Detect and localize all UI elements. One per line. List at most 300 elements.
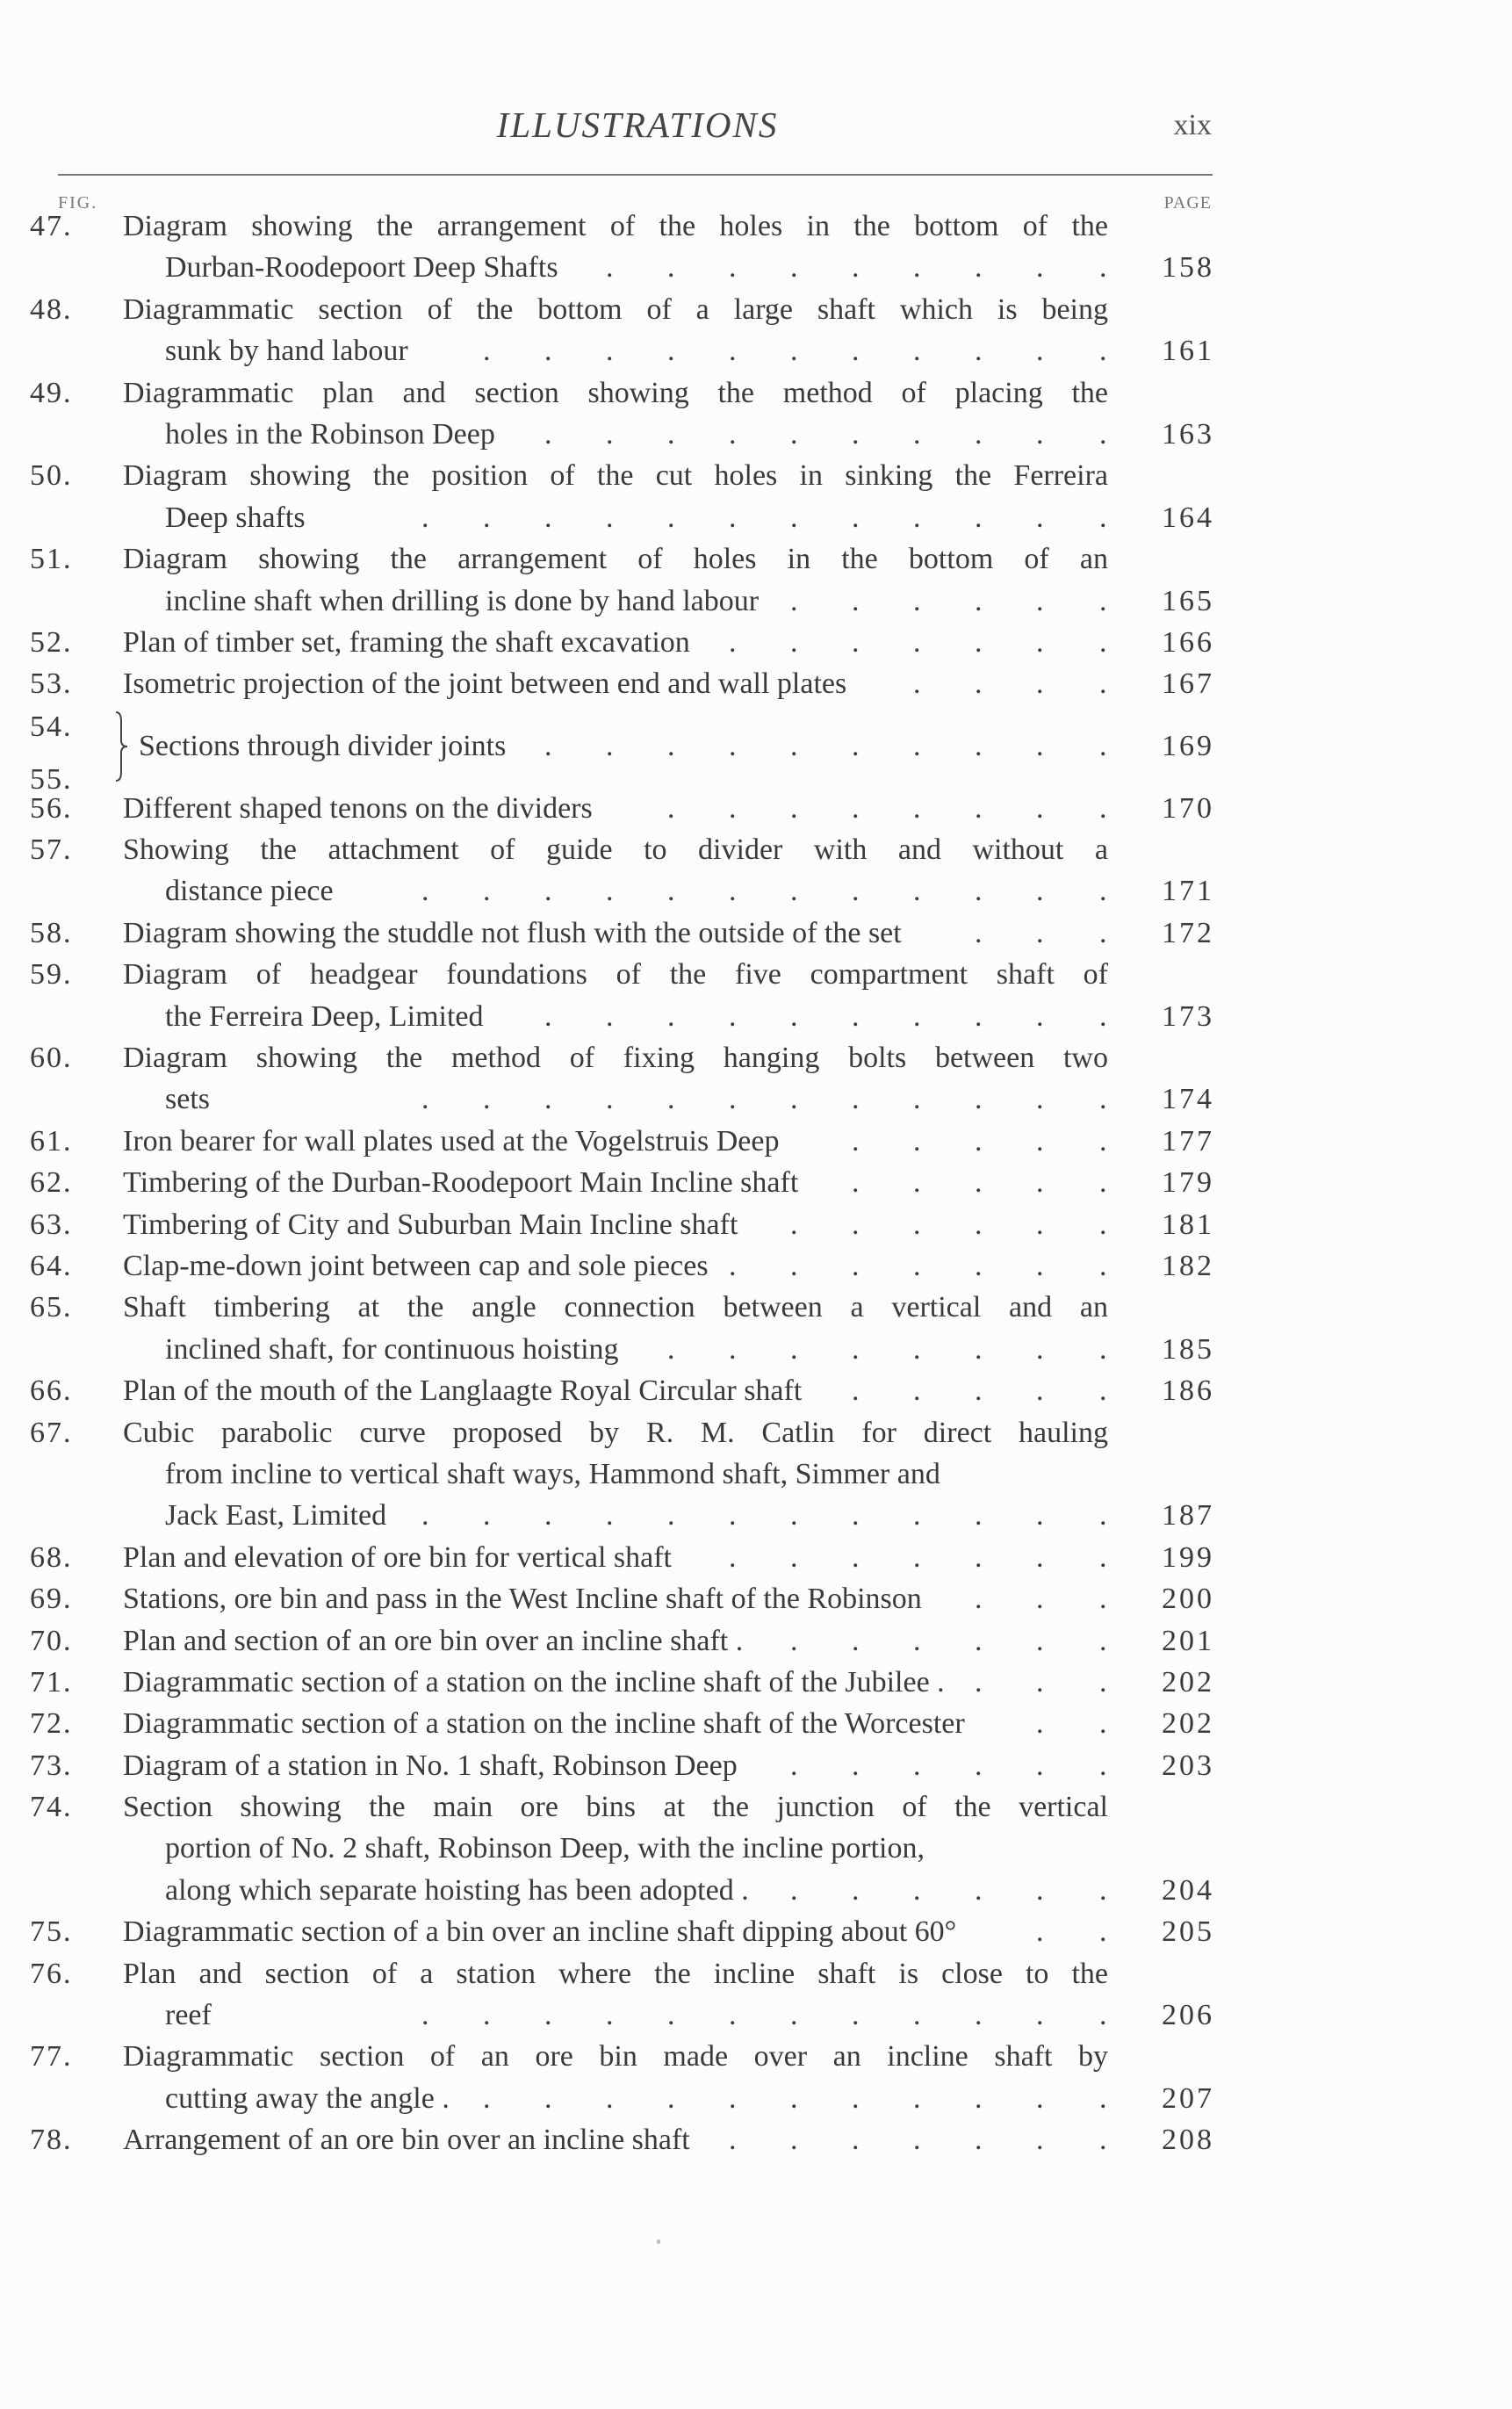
page-number: 200	[1162, 1583, 1214, 1616]
leader-dot: .	[852, 1208, 860, 1241]
figure-number: 51.	[30, 543, 73, 576]
figure-caption: Arrangement of an ore bin over an incline shaft	[123, 2124, 690, 2157]
dot-leader	[0, 996, 1512, 1037]
leader-dot: .	[729, 791, 737, 825]
figure-number-group	[30, 712, 111, 795]
leader-dot: .	[1099, 1873, 1107, 1907]
list-item	[0, 538, 1512, 622]
figure-caption: Plan of timber set, framing the shaft excavation	[123, 625, 690, 659]
figure-caption: Different shaped tenons on the dividers	[123, 791, 593, 825]
figure-number: 70.	[30, 1624, 73, 1657]
dot-leader	[0, 1745, 1512, 1786]
leader-dot: .	[852, 584, 860, 617]
leader-dot: .	[852, 335, 860, 368]
list-item	[0, 1037, 1512, 1121]
figure-number: 47.	[30, 210, 73, 242]
figure-number: 78.	[30, 2124, 73, 2157]
list-item	[0, 705, 1512, 796]
figure-caption: Iron bearer for wall plates used at the Vogelstruis Deep	[123, 1124, 780, 1158]
dot-leader	[0, 1870, 1512, 1911]
list-item	[0, 788, 1512, 829]
leader-dot: .	[852, 501, 860, 534]
leader-dot: .	[975, 1749, 983, 1782]
leader-dot: .	[1099, 1624, 1107, 1657]
leader-dot: .	[975, 999, 983, 1033]
leader-dot: .	[790, 1332, 798, 1366]
leader-dot: .	[1036, 667, 1044, 701]
leader-dot: .	[1036, 791, 1044, 825]
leader-dot: .	[1099, 1540, 1107, 1574]
running-head-title: ILLUSTRATIONS	[496, 105, 779, 145]
dot-leader	[0, 663, 1512, 704]
dot-leader	[0, 1495, 1512, 1536]
figure-caption: Shaft timbering at the angle connection between a vertical and an	[123, 1291, 1108, 1324]
dot-leader	[0, 912, 1512, 954]
leader-dot: .	[913, 729, 921, 762]
list-item	[0, 1204, 1512, 1245]
leader-dot: .	[1099, 1208, 1107, 1241]
dot-leader	[0, 414, 1512, 455]
leader-dot: .	[913, 791, 921, 825]
page-number: 179	[1162, 1166, 1214, 1200]
leader-dot: .	[1099, 729, 1107, 762]
leader-dot: .	[1036, 2081, 1044, 2115]
dot-leader	[0, 497, 1512, 538]
leader-dot: .	[729, 1332, 737, 1366]
leader-dot: .	[1036, 1999, 1044, 2032]
figure-number: 50.	[30, 459, 73, 493]
dot-leader	[0, 870, 1512, 912]
leader-dot: .	[1099, 1999, 1107, 2032]
leader-dot: .	[1099, 1499, 1107, 1533]
leader-dot: .	[729, 999, 737, 1033]
page-number: 173	[1162, 999, 1214, 1033]
leader-dot: .	[852, 1873, 860, 1907]
leader-dot: .	[606, 875, 614, 908]
leader-dot: .	[1099, 1332, 1107, 1366]
leader-dot: .	[913, 1999, 921, 2032]
dot-leader	[0, 2119, 1512, 2160]
leader-dot: .	[483, 501, 491, 534]
leader-dot: .	[1099, 1749, 1107, 1782]
figure-caption: Diagrammatic section of an ore bin made over an incline shaft by	[123, 2040, 1108, 2074]
leader-dot: .	[1036, 1583, 1044, 1616]
leader-dot: .	[1036, 417, 1044, 451]
leader-dot: .	[913, 1873, 921, 1907]
leader-dot: .	[667, 501, 675, 534]
leader-dot: .	[606, 501, 614, 534]
leader-dot: .	[975, 1124, 983, 1158]
leader-dot: .	[790, 1208, 798, 1241]
leader-dot: .	[790, 999, 798, 1033]
leader-dot: .	[913, 1374, 921, 1408]
leader-dot: .	[1036, 1707, 1044, 1741]
dot-leader	[0, 2078, 1512, 2119]
leader-dot: .	[852, 2124, 860, 2157]
figure-caption: Diagram of headgear foundations of the five compartment shaft of	[123, 958, 1108, 992]
leader-dot: .	[913, 251, 921, 285]
leader-dot: .	[544, 729, 552, 762]
figure-caption: along which separate hoisting has been adopted .	[165, 1873, 749, 1907]
figure-caption: inclined shaft, for continuous hoisting	[165, 1332, 619, 1366]
figure-number: 54.	[30, 710, 73, 743]
leader-dot: .	[790, 251, 798, 285]
leader-dot: .	[975, 1332, 983, 1366]
leader-dot: .	[729, 1999, 737, 2032]
list-item	[0, 1370, 1512, 1411]
leader-dot: .	[1099, 916, 1107, 949]
leader-dot: .	[975, 1999, 983, 2032]
leader-dot: .	[729, 335, 737, 368]
leader-dot: .	[1036, 1208, 1044, 1241]
leader-dot: .	[913, 625, 921, 659]
leader-dot: .	[729, 2081, 737, 2115]
figure-caption: sunk by hand labour	[165, 335, 408, 368]
leader-dot: .	[852, 1540, 860, 1574]
figure-number: 65.	[30, 1291, 73, 1324]
leader-dot: .	[667, 2081, 675, 2115]
leader-dot: .	[1099, 2124, 1107, 2157]
leader-dot: .	[606, 1083, 614, 1116]
figure-number: 62.	[30, 1166, 73, 1200]
figure-caption: Diagrammatic section of a station on the incline shaft of the Jubilee .	[123, 1665, 945, 1699]
leader-dot: .	[975, 1624, 983, 1657]
leader-dot: .	[790, 417, 798, 451]
list-item	[0, 1911, 1512, 1952]
dot-leader	[0, 1662, 1512, 1703]
leader-dot: .	[729, 1540, 737, 1574]
page-number: 185	[1162, 1332, 1214, 1366]
figure-caption: Stations, ore bin and pass in the West Incline shaft of the Robinson	[123, 1583, 922, 1616]
leader-dot: .	[544, 501, 552, 534]
leader-dot: .	[1036, 999, 1044, 1033]
leader-dot: .	[852, 1166, 860, 1200]
dot-leader	[0, 705, 1512, 788]
leader-dot: .	[483, 875, 491, 908]
page-number: 206	[1162, 1999, 1214, 2032]
leader-dot: .	[1099, 501, 1107, 534]
leader-dot: .	[790, 729, 798, 762]
list-item	[0, 954, 1512, 1037]
leader-dot: .	[729, 875, 737, 908]
page-number: 161	[1162, 335, 1214, 368]
leader-dot: .	[790, 1624, 798, 1657]
list-item	[0, 1412, 1512, 1537]
figure-caption: Plan and elevation of ore bin for vertical shaft	[123, 1540, 672, 1574]
page-number: 186	[1162, 1374, 1214, 1408]
leader-dot: .	[852, 1624, 860, 1657]
paper-speck	[657, 2240, 660, 2244]
leader-dot: .	[852, 625, 860, 659]
leader-dot: .	[913, 875, 921, 908]
leader-dot: .	[421, 1083, 429, 1116]
page-number: 164	[1162, 501, 1214, 534]
leader-dot: .	[606, 2081, 614, 2115]
leader-dot: .	[1099, 251, 1107, 285]
page-number: 165	[1162, 584, 1214, 617]
leader-dot: .	[544, 999, 552, 1033]
leader-dot: .	[975, 1166, 983, 1200]
leader-dot: .	[483, 1999, 491, 2032]
leader-dot: .	[975, 335, 983, 368]
leader-dot: .	[1099, 1915, 1107, 1949]
leader-dot: .	[852, 1124, 860, 1158]
leader-dot: .	[667, 335, 675, 368]
leader-dot: .	[667, 1499, 675, 1533]
figure-caption: Showing the attachment of guide to divider with and without a	[123, 833, 1108, 867]
leader-dot: .	[1036, 1624, 1044, 1657]
leader-dot: .	[1099, 1707, 1107, 1741]
figure-caption: sets	[165, 1083, 210, 1116]
leader-dot: .	[729, 417, 737, 451]
leader-dot: .	[975, 729, 983, 762]
leader-dot: .	[1036, 251, 1044, 285]
leader-dot: .	[1036, 2124, 1044, 2157]
figure-number: 68.	[30, 1540, 73, 1574]
leader-dot: .	[606, 335, 614, 368]
list-item	[0, 1162, 1512, 1203]
dot-leader	[0, 1703, 1512, 1744]
leader-dot: .	[1099, 999, 1107, 1033]
list-item	[0, 622, 1512, 663]
page-number: 166	[1162, 625, 1214, 659]
figure-number: 72.	[30, 1707, 73, 1741]
figure-caption: the Ferreira Deep, Limited	[165, 999, 484, 1033]
leader-dot: .	[421, 1499, 429, 1533]
page-number: 169	[1162, 729, 1214, 762]
leader-dot: .	[606, 417, 614, 451]
dot-leader	[0, 1370, 1512, 1411]
figure-number: 48.	[30, 292, 73, 326]
list-item	[0, 1245, 1512, 1287]
figure-caption: Timbering of the Durban-Roodepoort Main Incline shaft	[123, 1166, 799, 1200]
figure-number: 61.	[30, 1124, 73, 1158]
figure-caption: Deep shafts	[165, 501, 306, 534]
page-number: 203	[1162, 1749, 1214, 1782]
leader-dot: .	[1099, 335, 1107, 368]
figure-caption: Clap-me-down joint between cap and sole pieces	[123, 1249, 709, 1282]
leader-dot: .	[975, 916, 983, 949]
list-item	[0, 1287, 1512, 1370]
leader-dot: .	[975, 1249, 983, 1282]
leader-dot: .	[544, 335, 552, 368]
list-item	[0, 2036, 1512, 2119]
list-item	[0, 1953, 1512, 2037]
figure-caption: holes in the Robinson Deep	[165, 417, 495, 451]
leader-dot: .	[790, 1540, 798, 1574]
page-number: 167	[1162, 667, 1214, 701]
leader-dot: .	[852, 1083, 860, 1116]
column-header-page: PAGE	[1163, 193, 1212, 213]
figure-caption: Diagrammatic section of the bottom of a large shaft which is being	[123, 292, 1108, 326]
leader-dot: .	[729, 2124, 737, 2157]
leader-dot: .	[606, 1999, 614, 2032]
leader-dot: .	[667, 791, 675, 825]
leader-dot: .	[1036, 1499, 1044, 1533]
leader-dot: .	[729, 1499, 737, 1533]
leader-dot: .	[1036, 1915, 1044, 1949]
leader-dot: .	[1036, 1665, 1044, 1699]
page-number: 174	[1162, 1083, 1214, 1116]
figure-caption: Diagrammatic section of a bin over an incline shaft dipping about 60°	[123, 1915, 957, 1949]
figure-number: 69.	[30, 1583, 73, 1616]
leader-dot: .	[544, 2081, 552, 2115]
leader-dot: .	[483, 2081, 491, 2115]
figure-caption: Jack East, Limited	[165, 1499, 387, 1533]
dot-leader	[0, 1121, 1512, 1162]
list-item	[0, 372, 1512, 456]
page-number: 163	[1162, 417, 1214, 451]
leader-dot: .	[729, 729, 737, 762]
leader-dot: .	[544, 1499, 552, 1533]
leader-dot: .	[1036, 1083, 1044, 1116]
figure-caption: Isometric projection of the joint between end and wall plates	[123, 667, 847, 701]
leader-dot: .	[975, 1540, 983, 1574]
list-item	[0, 1537, 1512, 1578]
figure-number: 74.	[30, 1791, 73, 1824]
figure-caption: Cubic parabolic curve proposed by R. M. Catlin for direct hauling	[123, 1416, 1108, 1449]
leader-dot: .	[1099, 417, 1107, 451]
dot-leader	[0, 1620, 1512, 1662]
leader-dot: .	[790, 584, 798, 617]
leader-dot: .	[606, 251, 614, 285]
figure-number: 59.	[30, 958, 73, 992]
leader-dot: .	[667, 1332, 675, 1366]
leader-dot: .	[913, 2081, 921, 2115]
figure-caption: Diagram showing the position of the cut holes in sinking the Ferreira	[123, 459, 1108, 493]
list-item	[0, 1620, 1512, 1662]
leader-dot: .	[1036, 1749, 1044, 1782]
leader-dot: .	[975, 1873, 983, 1907]
list-item	[0, 912, 1512, 954]
leader-dot: .	[852, 417, 860, 451]
list-item	[0, 1786, 1512, 1911]
leader-dot: .	[852, 1999, 860, 2032]
leader-dot: .	[852, 2081, 860, 2115]
leader-dot: .	[790, 1249, 798, 1282]
figure-number: 58.	[30, 916, 73, 949]
page-number: 202	[1162, 1707, 1214, 1741]
leader-dot: .	[1036, 501, 1044, 534]
dot-leader	[0, 247, 1512, 288]
leader-dot: .	[975, 1083, 983, 1116]
leader-dot: .	[1036, 625, 1044, 659]
leader-dot: .	[1036, 1332, 1044, 1366]
leader-dot: .	[606, 999, 614, 1033]
page-number: 172	[1162, 916, 1214, 949]
leader-dot: .	[729, 501, 737, 534]
leader-dot: .	[1036, 335, 1044, 368]
figure-caption: cutting away the angle .	[165, 2081, 450, 2115]
list-item	[0, 829, 1512, 912]
figure-caption: Plan and section of an ore bin over an incline shaft .	[123, 1624, 744, 1657]
dot-leader	[0, 1994, 1512, 2036]
list-item	[0, 1703, 1512, 1744]
leader-dot: .	[1099, 791, 1107, 825]
leader-dot: .	[421, 875, 429, 908]
dot-leader	[0, 1078, 1512, 1120]
list-item	[0, 455, 1512, 538]
figure-caption: Durban-Roodepoort Deep Shafts	[165, 251, 558, 285]
leader-dot: .	[852, 875, 860, 908]
leader-dot: .	[790, 1499, 798, 1533]
leader-dot: .	[1099, 1124, 1107, 1158]
leader-dot: .	[852, 791, 860, 825]
leader-dot: .	[606, 729, 614, 762]
dot-leader	[0, 1578, 1512, 1619]
leader-dot: .	[975, 1208, 983, 1241]
list-item	[0, 289, 1512, 372]
leader-dot: .	[913, 335, 921, 368]
curly-brace-icon	[112, 710, 132, 783]
leader-dot: .	[975, 791, 983, 825]
leader-dot: .	[1036, 1166, 1044, 1200]
leader-dot: .	[975, 667, 983, 701]
page-number: 171	[1162, 875, 1214, 908]
leader-dot: .	[790, 1999, 798, 2032]
leader-dot: .	[852, 251, 860, 285]
dot-leader	[0, 788, 1512, 829]
leader-dot: .	[852, 1749, 860, 1782]
leader-dot: .	[1099, 625, 1107, 659]
leader-dot: .	[975, 2124, 983, 2157]
figure-number: 76.	[30, 1957, 73, 1990]
leader-dot: .	[421, 501, 429, 534]
leader-dot: .	[913, 1749, 921, 1782]
leader-dot: .	[667, 999, 675, 1033]
leader-dot: .	[606, 1499, 614, 1533]
leader-dot: .	[729, 625, 737, 659]
leader-dot: .	[790, 1749, 798, 1782]
figure-caption: Section showing the main ore bins at the junction of the vertical	[123, 1791, 1108, 1824]
page-number: 204	[1162, 1873, 1214, 1907]
list-item	[0, 2119, 1512, 2160]
dot-leader	[0, 1537, 1512, 1578]
leader-dot: .	[1099, 584, 1107, 617]
leader-dot: .	[913, 501, 921, 534]
leader-dot: .	[1036, 1540, 1044, 1574]
running-head-page-number: xix	[1173, 109, 1212, 141]
figure-number: 52.	[30, 625, 73, 659]
leader-dot: .	[483, 1083, 491, 1116]
figure-number: 56.	[30, 791, 73, 825]
leader-dot: .	[913, 1249, 921, 1282]
leader-dot: .	[667, 251, 675, 285]
figure-caption: Diagram showing the arrangement of holes in the bottom of an	[123, 543, 1108, 576]
figure-number: 63.	[30, 1208, 73, 1241]
leader-dot: .	[975, 625, 983, 659]
figure-number: 73.	[30, 1749, 73, 1782]
figure-caption: Plan and section of a station where the incline shaft is close to the	[123, 1957, 1108, 1990]
page-number: 170	[1162, 791, 1214, 825]
leader-dot: .	[544, 417, 552, 451]
figure-number: 71.	[30, 1665, 73, 1699]
leader-dot: .	[483, 335, 491, 368]
leader-dot: .	[975, 1665, 983, 1699]
list-item	[0, 1578, 1512, 1619]
leader-dot: .	[913, 999, 921, 1033]
list-item	[0, 1745, 1512, 1786]
figure-number: 49.	[30, 376, 73, 409]
leader-dot: .	[790, 625, 798, 659]
leader-dot: .	[667, 417, 675, 451]
leader-dot: .	[852, 1374, 860, 1408]
leader-dot: .	[790, 791, 798, 825]
leader-dot: .	[913, 1083, 921, 1116]
page-number: 158	[1162, 251, 1214, 285]
list-item	[0, 206, 1512, 289]
dot-leader	[0, 1911, 1512, 1952]
